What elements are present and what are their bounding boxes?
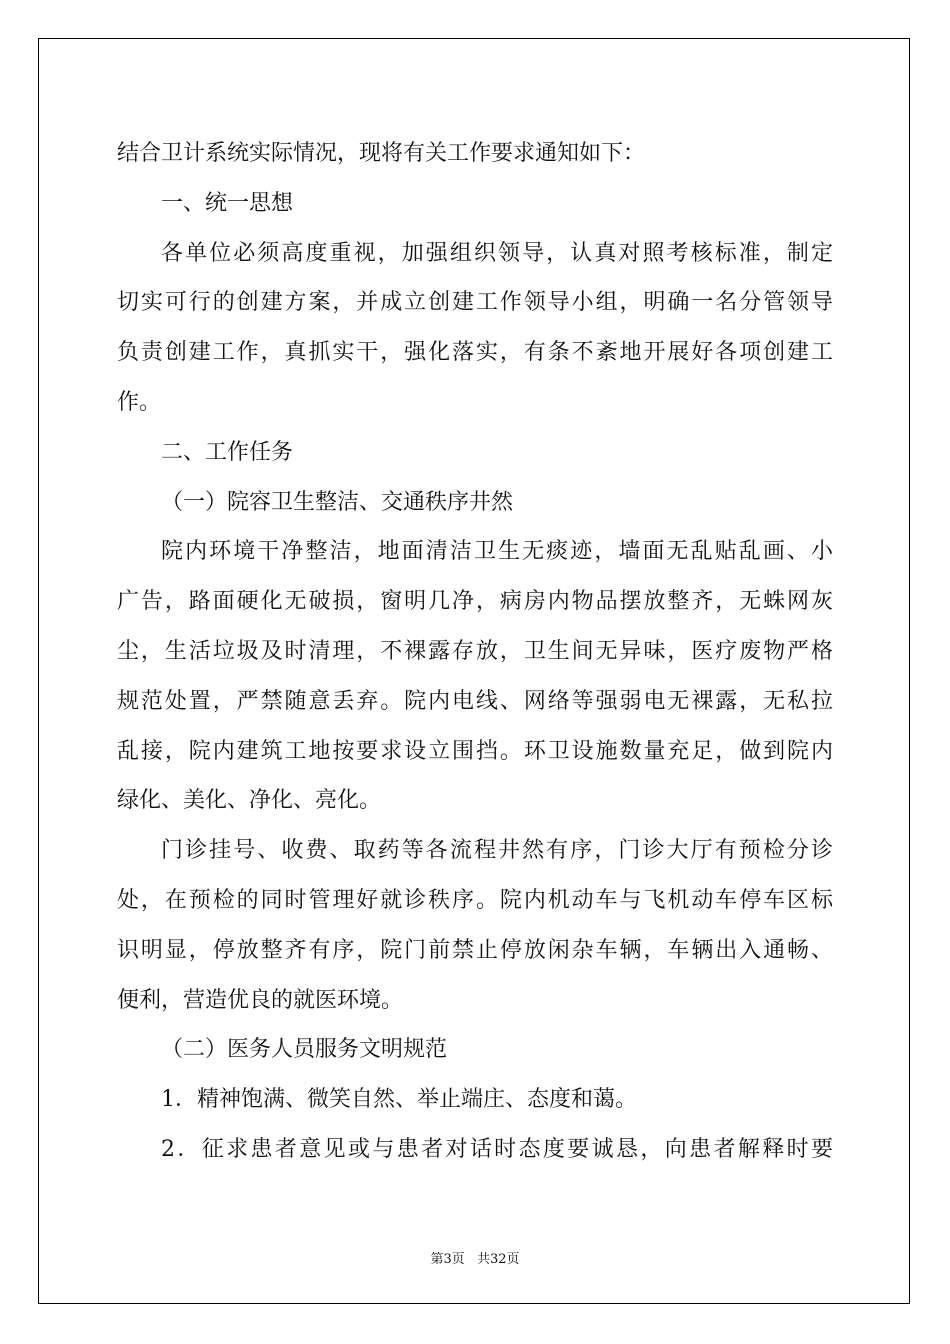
text-line: 切实可行的创建方案，并成立创建工作领导小组，明确一名分管领导 (117, 290, 833, 316)
text-line: 作。 (117, 389, 162, 415)
text-line: 便利，营造优良的就医环境。 (117, 987, 404, 1013)
list-item: 1．精神饱满、微笑自然、举止端庄、态度和蔼。 (161, 1087, 637, 1113)
text-line: 识明显，停放整齐有序，院门前禁止停放闲杂车辆，车辆出入通畅、 (117, 937, 833, 963)
section-heading: 二、工作任务 (161, 439, 294, 465)
page-footer (0, 1248, 950, 1267)
text-line: 门诊挂号、收费、取药等各流程井然有序，门诊大厅有预检分诊 (161, 838, 833, 864)
text-line: 广告，路面硬化无破损，窗明几净，病房内物品摆放整齐，无蛛网灰 (117, 589, 833, 615)
subsection-heading: （二）医务人员服务文明规范 (161, 1037, 448, 1063)
subsection-heading: （一）院容卫生整洁、交通秩序井然 (161, 489, 514, 515)
text-line: 处，在预检的同时管理好就诊秩序。院内机动车与飞机动车停车区标 (117, 887, 833, 913)
document-body (117, 129, 833, 1175)
page-number: 第3页 (430, 1252, 465, 1267)
text-line: 院内环境干净整洁，地面清洁卫生无痰迹，墙面无乱贴乱画、小 (161, 539, 833, 565)
text-line: 绿化、美化、净化、亮化。 (117, 788, 382, 814)
text-line: 结合卫计系统实际情况，现将有关工作要求通知如下： (117, 141, 646, 166)
list-item: 2．征求患者意见或与患者对话时态度要诚恳，向患者解释时要 (161, 1136, 833, 1162)
text-line: 规范处置，严禁随意丢弃。院内电线、网络等强弱电无裸露，无私拉 (117, 688, 833, 714)
section-heading: 一、统一思想 (161, 190, 294, 216)
text-line: 各单位必须高度重视，加强组织领导，认真对照考核标准，制定 (161, 240, 833, 266)
text-line: 乱接，院内建筑工地按要求设立围挡。环卫设施数量充足，做到院内 (117, 738, 833, 764)
text-line: 尘，生活垃圾及时清理，不裸露存放，卫生间无异味，医疗废物严格 (117, 638, 833, 664)
page-total: 共32页 (476, 1252, 520, 1267)
text-line: 负责创建工作，真抓实干，强化落实，有条不紊地开展好各项创建工 (117, 340, 833, 366)
